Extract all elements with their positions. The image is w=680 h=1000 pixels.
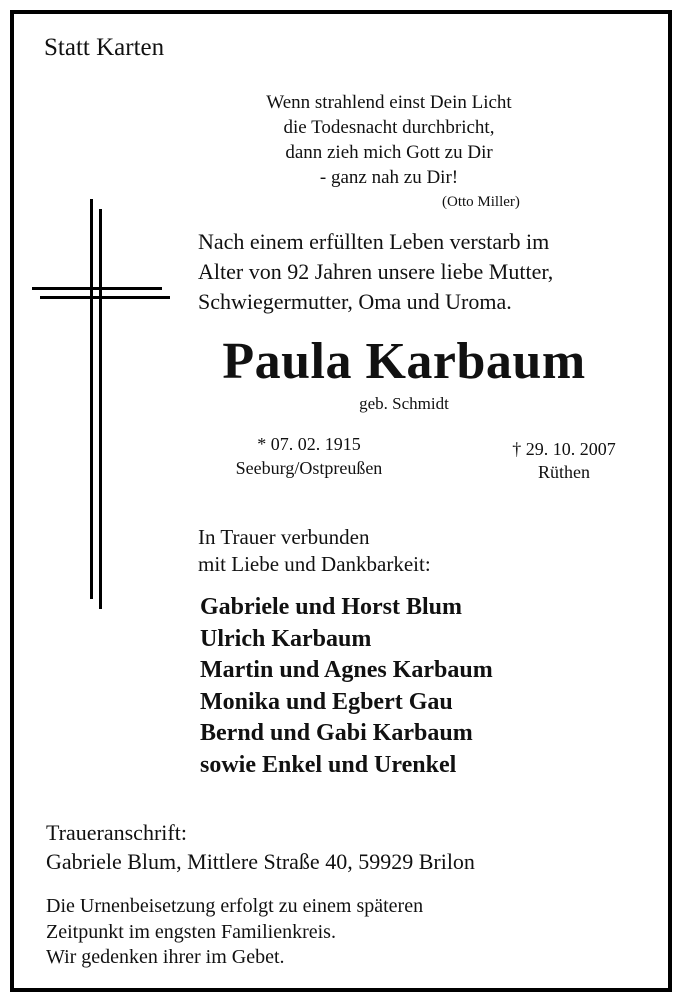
family-member: Martin und Agnes Karbaum (200, 657, 493, 683)
poem (194, 90, 584, 190)
family-member: Monika und Egbert Gau (200, 688, 453, 715)
intro-line: Nach einem erfüllten Leben verstarb im (198, 229, 550, 254)
closing-text (46, 894, 423, 971)
mourners-intro-line: mit Liebe und Dankbarkeit: (198, 552, 431, 576)
mourners-intro (198, 524, 431, 578)
family-member: Gabriele und Horst Blum (200, 594, 463, 620)
poem-line: Wenn strahlend einst Dein Licht (266, 92, 512, 113)
poem-author: (Otto Miller) (442, 194, 520, 210)
intro-line: Alter von 92 Jahren unsere liebe Mutter, (198, 259, 554, 284)
death-place: Rüthen (538, 462, 590, 482)
address-label: Traueranschrift: (46, 820, 187, 845)
birth-date: * 07. 02. 1915 (257, 434, 361, 454)
maiden-name: geb. Schmidt (359, 394, 449, 413)
birth-info (199, 432, 419, 480)
deceased-name: Paula Karbaum (222, 333, 586, 390)
closing-line: Wir gedenken ihrer im Gebet. (46, 946, 285, 968)
obituary-notice (10, 10, 672, 992)
family-member: sowie Enkel und Urenkel (200, 751, 457, 778)
family-list (200, 592, 493, 781)
intro-line: Schwiegermutter, Oma und Uroma. (198, 289, 512, 314)
poem-line: dann zieh mich Gott zu Dir (285, 142, 493, 163)
closing-line: Zeitpunkt im engsten Familienkreis. (46, 920, 336, 943)
notice-header: Statt Karten (44, 34, 165, 61)
family-member: Bernd und Gabi Karbaum (200, 720, 473, 746)
birth-place: Seeburg/Ostpreußen (235, 458, 383, 478)
poem-line: die Todesnacht durchbricht, (283, 117, 495, 138)
mourners-intro-line: In Trauer verbunden (198, 525, 370, 549)
death-info (484, 438, 644, 484)
closing-line: Die Urnenbeisetzung erfolgt zu einem späteren (46, 895, 424, 917)
poem-line: - ganz nah zu Dir! (319, 167, 459, 188)
death-date: † 29. 10. 2007 (512, 439, 616, 459)
family-member: Ulrich Karbaum (200, 625, 372, 652)
address-value: Gabriele Blum, Mittlere Straße 40, 59929 Brilon (46, 849, 475, 874)
intro-text (198, 227, 553, 317)
